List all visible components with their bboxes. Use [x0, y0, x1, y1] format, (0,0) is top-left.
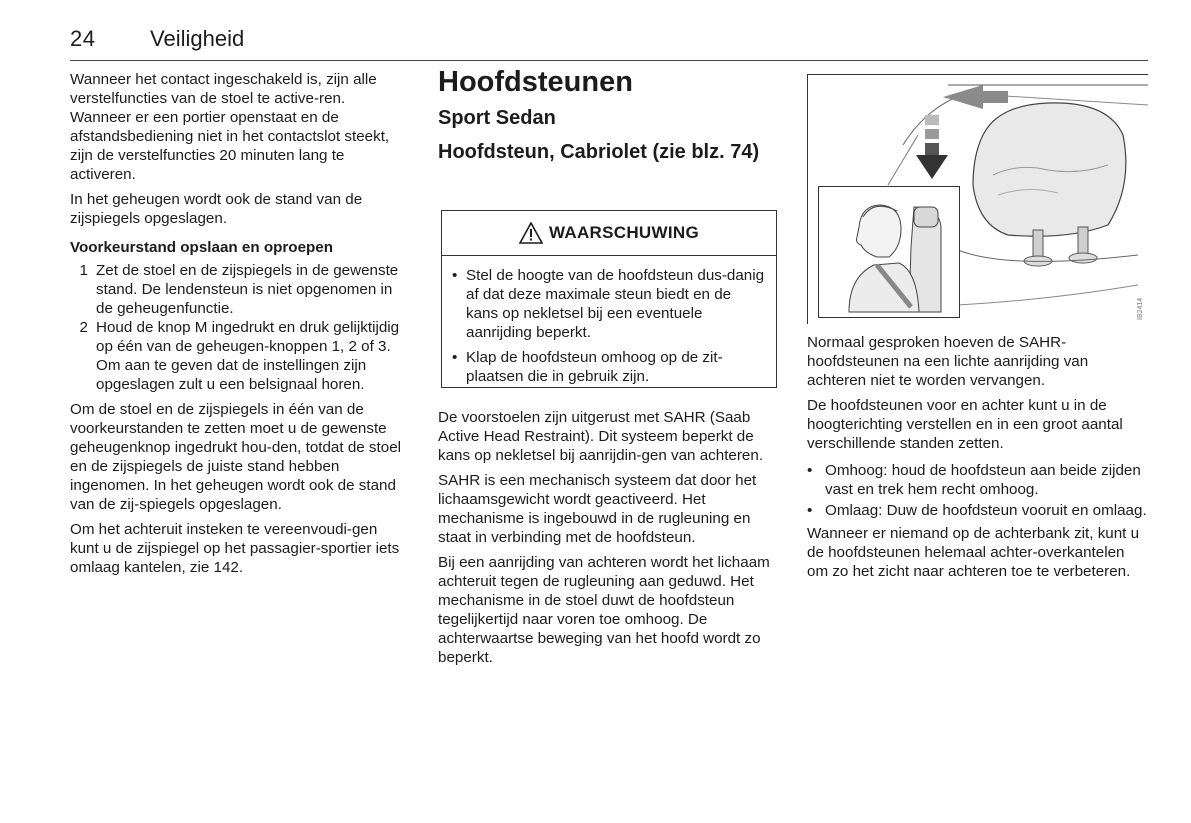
warning-item — [452, 266, 766, 342]
bullet-icon: • — [452, 349, 458, 366]
person-headrest-inset-drawing — [819, 187, 959, 317]
bullet-icon: • — [807, 502, 813, 519]
right-column — [807, 333, 1148, 587]
subheading-cabriolet: Hoofdsteun, Cabriolet (zie blz. 74) — [438, 141, 760, 163]
step-text: Houd de knop M ingedrukt en druk gelijktijdig op één van de geheugen-knoppen 1, 2 of 3. Om aan te geven dat de instellingen zijn opgeslagen zult u een belsignaal horen. — [96, 319, 400, 393]
paragraph: Wanneer het contact ingeschakeld is, zijn alle verstelfuncties van de stoel te active-ren. Wanneer er een portier openstaat en de afstandsbediening niet in het contactslot steekt, zijn de verstelfuncties 20 minuten lang te activeren. — [70, 71, 390, 183]
paragraph: Om het achteruit insteken te vereenvoudi-gen kunt u de zijspiegel op het passagier-sportier iets omlaag kantelen, zie 142. — [70, 521, 400, 576]
list-item — [807, 501, 1148, 520]
step-text: Zet de stoel en de zijspiegels in de gewenste stand. De lendensteun is niet opgenomen in de geheugenfunctie. — [96, 262, 399, 317]
list-item — [807, 461, 1148, 499]
paragraph: De voorstoelen zijn uitgerust met SAHR (Saab Active Head Restraint). Dit systeem beperkt de kans op nekletsel bij aanrijdin-gen van achteren. — [438, 409, 764, 464]
warning-text: Stel de hoogte van de hoofdsteun dus-danig af dat deze maximale steun biedt en de kans op nekletsel bij een eventuele aanrijding beperkt. — [466, 267, 765, 341]
header-rule — [70, 60, 1148, 61]
bullet-list — [807, 461, 1148, 520]
step-item — [70, 261, 410, 318]
paragraph: Om de stoel en de zijspiegels in één van de voorkeurstanden te zetten moet u de gewenste geheugenknop ingedrukt hou-den, totdat de stoel en de zijspiegels de juiste stand hebben ingenomen. In het geheugen wordt ook de stand van de zij-spiegels opgeslagen. — [70, 401, 402, 513]
warning-item — [452, 348, 766, 386]
warning-header — [442, 211, 776, 256]
warning-box — [441, 210, 777, 388]
bullet-icon: • — [452, 267, 458, 284]
figure-code: IB2414 — [1137, 297, 1144, 320]
bullet-icon: • — [807, 462, 813, 479]
middle-column-head — [438, 66, 778, 164]
list-item-text: Omhoog: houd de hoofdsteun aan beide zijden vast en trek hem recht omhoog. — [825, 462, 1141, 498]
paragraph: Wanneer er niemand op de achterbank zit, kunt u de hoofdsteunen helemaal achter-overkantelen om zo het zicht naar achteren toe te verbeteren. — [807, 525, 1140, 580]
inset-illustration — [818, 186, 960, 318]
middle-column-body — [438, 408, 778, 673]
list-item-text: Omlaag: Duw de hoofdsteun vooruit en omlaag. — [825, 502, 1147, 519]
paragraph: De hoofdsteunen voor en achter kunt u in de hoogterichting verstellen en in een groot aantal verschillende standen zetten. — [807, 397, 1123, 452]
warning-triangle-icon — [519, 222, 543, 244]
subheading: Voorkeurstand opslaan en oproepen — [70, 239, 334, 256]
warning-text: Klap de hoofdsteun omhoog op de zit-plaatsen die in gebruik zijn. — [466, 349, 723, 385]
section-title: Veiligheid — [150, 26, 245, 51]
paragraph: Normaal gesproken hoeven de SAHR-hoofdsteunen na een lichte aanrijding van achteren niet te worden vervangen. — [807, 334, 1089, 389]
paragraph: SAHR is een mechanisch systeem dat door het lichaamsgewicht wordt geactiveerd. Het mechanisme is ingebouwd in de rugleuning en staat in verbinding met de hoofdsteun. — [438, 472, 757, 546]
page-heading: Hoofdsteunen — [438, 66, 633, 98]
page-number: 24 — [70, 26, 96, 51]
steps-list — [70, 261, 410, 394]
paragraph: In het geheugen wordt ook de stand van de zijspiegels opgeslagen. — [70, 191, 363, 227]
step-item — [70, 318, 410, 394]
left-column — [70, 70, 410, 583]
warning-label: WAARSCHUWING — [549, 223, 699, 242]
paragraph: Bij een aanrijding van achteren wordt het lichaam achteruit tegen de rugleuning aan geduwd. Het mechanisme in de stoel duwt de hoofdsteun tegelijkertijd naar voren toe omhoog. De achterwaartse beweging van het hoofd wordt zo beperkt. — [438, 554, 770, 666]
step-number: 2 — [79, 319, 88, 336]
subheading-sport-sedan: Sport Sedan — [438, 107, 556, 129]
warning-list — [442, 256, 776, 386]
step-number: 1 — [79, 262, 88, 279]
